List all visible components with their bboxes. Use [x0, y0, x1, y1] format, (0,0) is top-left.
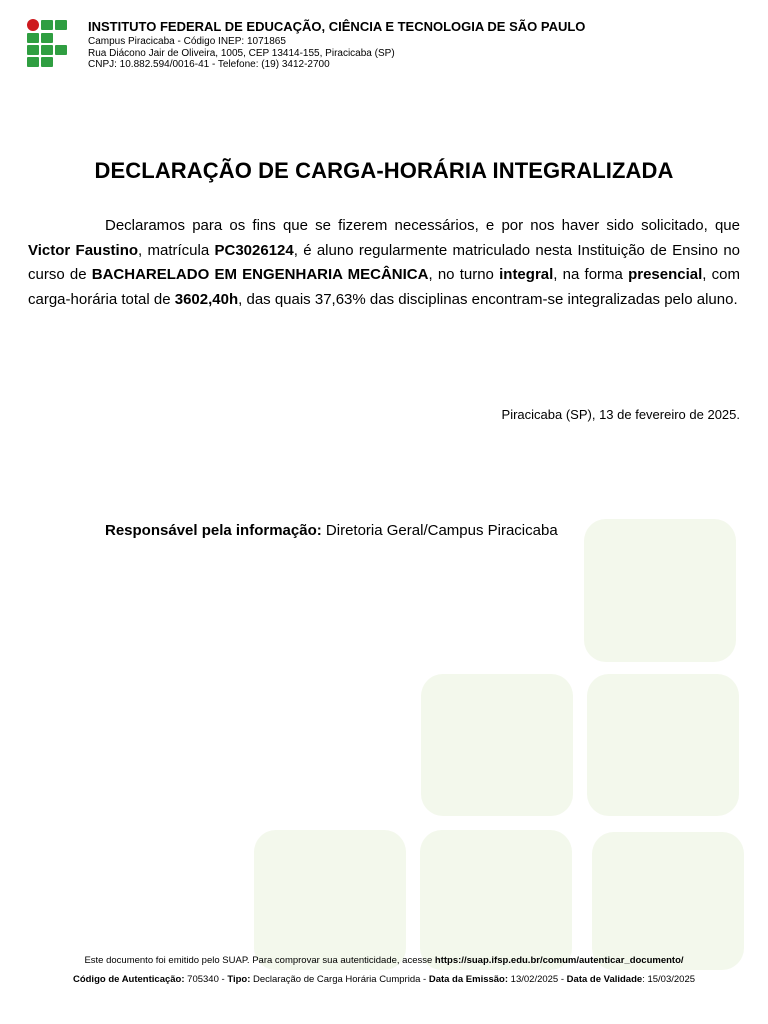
logo-block	[55, 20, 67, 30]
student-name: Victor Faustino	[28, 241, 139, 259]
footer-metadata	[0, 974, 768, 985]
institution-name: INSTITUTO FEDERAL DE EDUCAÇÃO, CIÊNCIA E TECNOLOGIA DE SÃO PAULO	[88, 19, 586, 34]
contact-info: CNPJ: 10.882.594/0016-41 - Telefone: (19) 3412-2700	[88, 59, 330, 70]
watermark-block	[254, 830, 406, 970]
document-title: DECLARAÇÃO DE CARGA-HORÁRIA INTEGRALIZADA	[94, 158, 674, 183]
declaration-text	[28, 214, 740, 312]
course-name: BACHARELADO EM ENGENHARIA MECÂNICA	[91, 266, 429, 283]
doc-type-value: Declaração de Carga Horária Cumprida -	[250, 974, 429, 985]
shift: integral	[499, 266, 554, 283]
place-date: Piracicaba (SP), 13 de fevereiro de 2025.	[501, 407, 740, 422]
total-hours: 3602,40h	[174, 290, 239, 308]
document-header	[27, 18, 747, 70]
issue-date-label: Data da Emissão:	[428, 974, 509, 985]
text-segment: , é aluno regularmente matriculado nesta Instituição de Ensino no curso de	[28, 241, 741, 283]
watermark-block	[421, 674, 573, 816]
logo-red-dot	[27, 19, 39, 31]
modality: presencial	[628, 266, 703, 283]
watermark-block	[587, 674, 739, 816]
text-segment: , matrícula	[138, 241, 215, 259]
address-info: Rua Diácono Jair de Oliveira, 1005, CEP 13414-155, Piracicaba (SP)	[88, 48, 395, 59]
doc-type-label: Tipo:	[227, 974, 251, 985]
text-segment: , na forma	[553, 266, 629, 283]
logo-block	[41, 33, 53, 43]
responsible-info	[105, 522, 558, 539]
text-segment: , no turno	[428, 266, 500, 283]
campus-info: Campus Piracicaba - Código INEP: 1071865	[88, 36, 286, 47]
watermark-block	[592, 832, 744, 970]
text-segment: Declaramos para os fins que se fizerem necessários, e por nos haver sido solicitado, que	[105, 217, 740, 234]
logo-block	[27, 45, 39, 55]
logo-block	[27, 33, 39, 43]
validity-date-value: : 15/03/2025	[642, 974, 696, 985]
footer-authenticity	[0, 955, 768, 966]
logo-block	[55, 45, 67, 55]
authentication-link[interactable]: https://suap.ifsp.edu.br/comum/autenticar_documento/	[434, 955, 684, 966]
logo-block	[41, 57, 53, 67]
text-segment: , das quais 37,63% das disciplinas encontram-se integralizadas pelo aluno.	[238, 290, 738, 308]
watermark-block	[584, 519, 736, 662]
text-segment: , com carga-horária total de	[28, 266, 740, 308]
watermark-block	[420, 830, 572, 970]
registration-number: PC3026124	[214, 241, 294, 259]
auth-code-value: 705340 -	[184, 974, 228, 985]
auth-code-label: Código de Autenticação:	[72, 974, 185, 985]
responsible-value: Diretoria Geral/Campus Piracicaba	[321, 522, 558, 539]
footer-text: Este documento foi emitido pelo SUAP. Para comprovar sua autenticidade, acesse	[84, 955, 435, 966]
logo-block	[27, 57, 39, 67]
ifsp-logo	[27, 19, 67, 69]
logo-block	[41, 45, 53, 55]
validity-date-label: Data de Validade	[566, 974, 643, 985]
responsible-label: Responsável pela informação:	[105, 522, 322, 539]
logo-block	[41, 20, 53, 30]
issue-date-value: 13/02/2025 -	[508, 974, 567, 985]
